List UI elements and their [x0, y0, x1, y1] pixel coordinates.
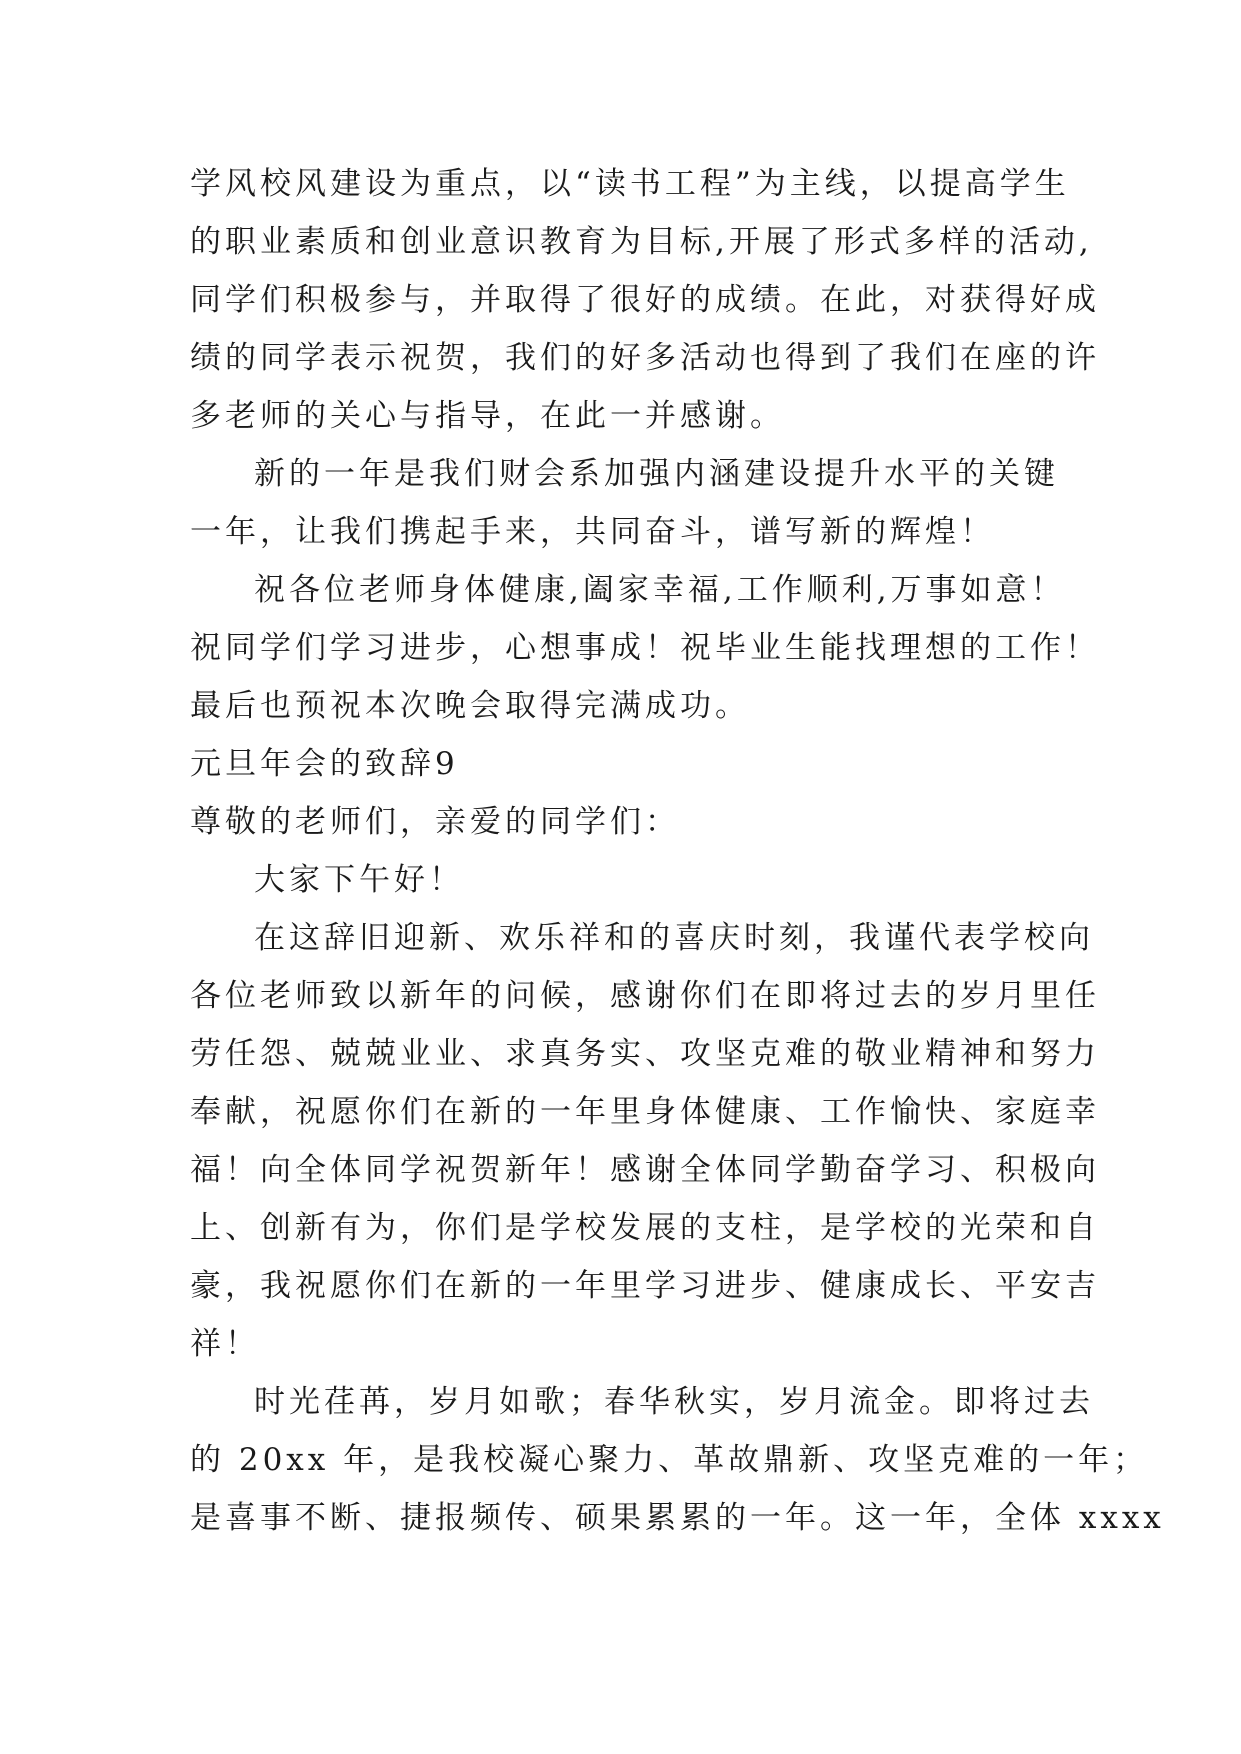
text-line: 多老师的关心与指导，在此一并感谢。 — [190, 398, 785, 434]
paragraph-start: 祝各位老师身体健康,阖家幸福,工作顺利,万事如意！ — [254, 572, 1066, 608]
text-line: 豪，我祝愿你们在新的一年里学习进步、健康成长、平安吉 — [190, 1268, 1100, 1304]
text-line: 一年，让我们携起手来，共同奋斗，谱写新的辉煌！ — [190, 514, 995, 550]
text-line: 各位老师致以新年的问候，感谢你们在即将过去的岁月里任 — [190, 978, 1100, 1014]
text-line: 的职业素质和创业意识教育为目标,开展了形式多样的活动, — [190, 224, 1093, 260]
text-line: 祥！ — [190, 1326, 260, 1362]
text-line: 福！向全体同学祝贺新年！感谢全体同学勤奋学习、积极向 — [190, 1152, 1100, 1188]
text-line: 学风校风建设为重点，以“读书工程”为主线，以提高学生 — [190, 166, 1070, 202]
paragraph-start: 在这辞旧迎新、欢乐祥和的喜庆时刻，我谨代表学校向 — [254, 920, 1094, 956]
text-line: 最后也预祝本次晚会取得完满成功。 — [190, 688, 750, 724]
text-line: 上、创新有为，你们是学校发展的支柱，是学校的光荣和自 — [190, 1210, 1100, 1246]
section-title: 元旦年会的致辞9 — [190, 746, 459, 782]
text-line: 绩的同学表示祝贺，我们的好多活动也得到了我们在座的许 — [190, 340, 1100, 376]
paragraph-start: 时光荏苒，岁月如歌；春华秋实，岁月流金。即将过去 — [254, 1384, 1094, 1420]
salutation: 尊敬的老师们，亲爱的同学们： — [190, 804, 680, 840]
paragraph-start: 新的一年是我们财会系加强内涵建设提升水平的关键 — [254, 456, 1059, 492]
greeting: 大家下午好！ — [254, 862, 464, 898]
text-line: 祝同学们学习进步，心想事成！祝毕业生能找理想的工作！ — [190, 630, 1100, 666]
text-line: 劳任怨、兢兢业业、求真务实、攻坚克难的敬业精神和努力 — [190, 1036, 1100, 1072]
text-line: 奉献，祝愿你们在新的一年里身体健康、工作愉快、家庭幸 — [190, 1094, 1100, 1130]
text-line: 同学们积极参与，并取得了很好的成绩。在此，对获得好成 — [190, 282, 1100, 318]
text-line: 的 20xx 年，是我校凝心聚力、革故鼎新、攻坚克难的一年； — [190, 1442, 1149, 1478]
text-line: 是喜事不断、捷报频传、硕果累累的一年。这一年，全体 xxxx — [190, 1500, 1165, 1536]
